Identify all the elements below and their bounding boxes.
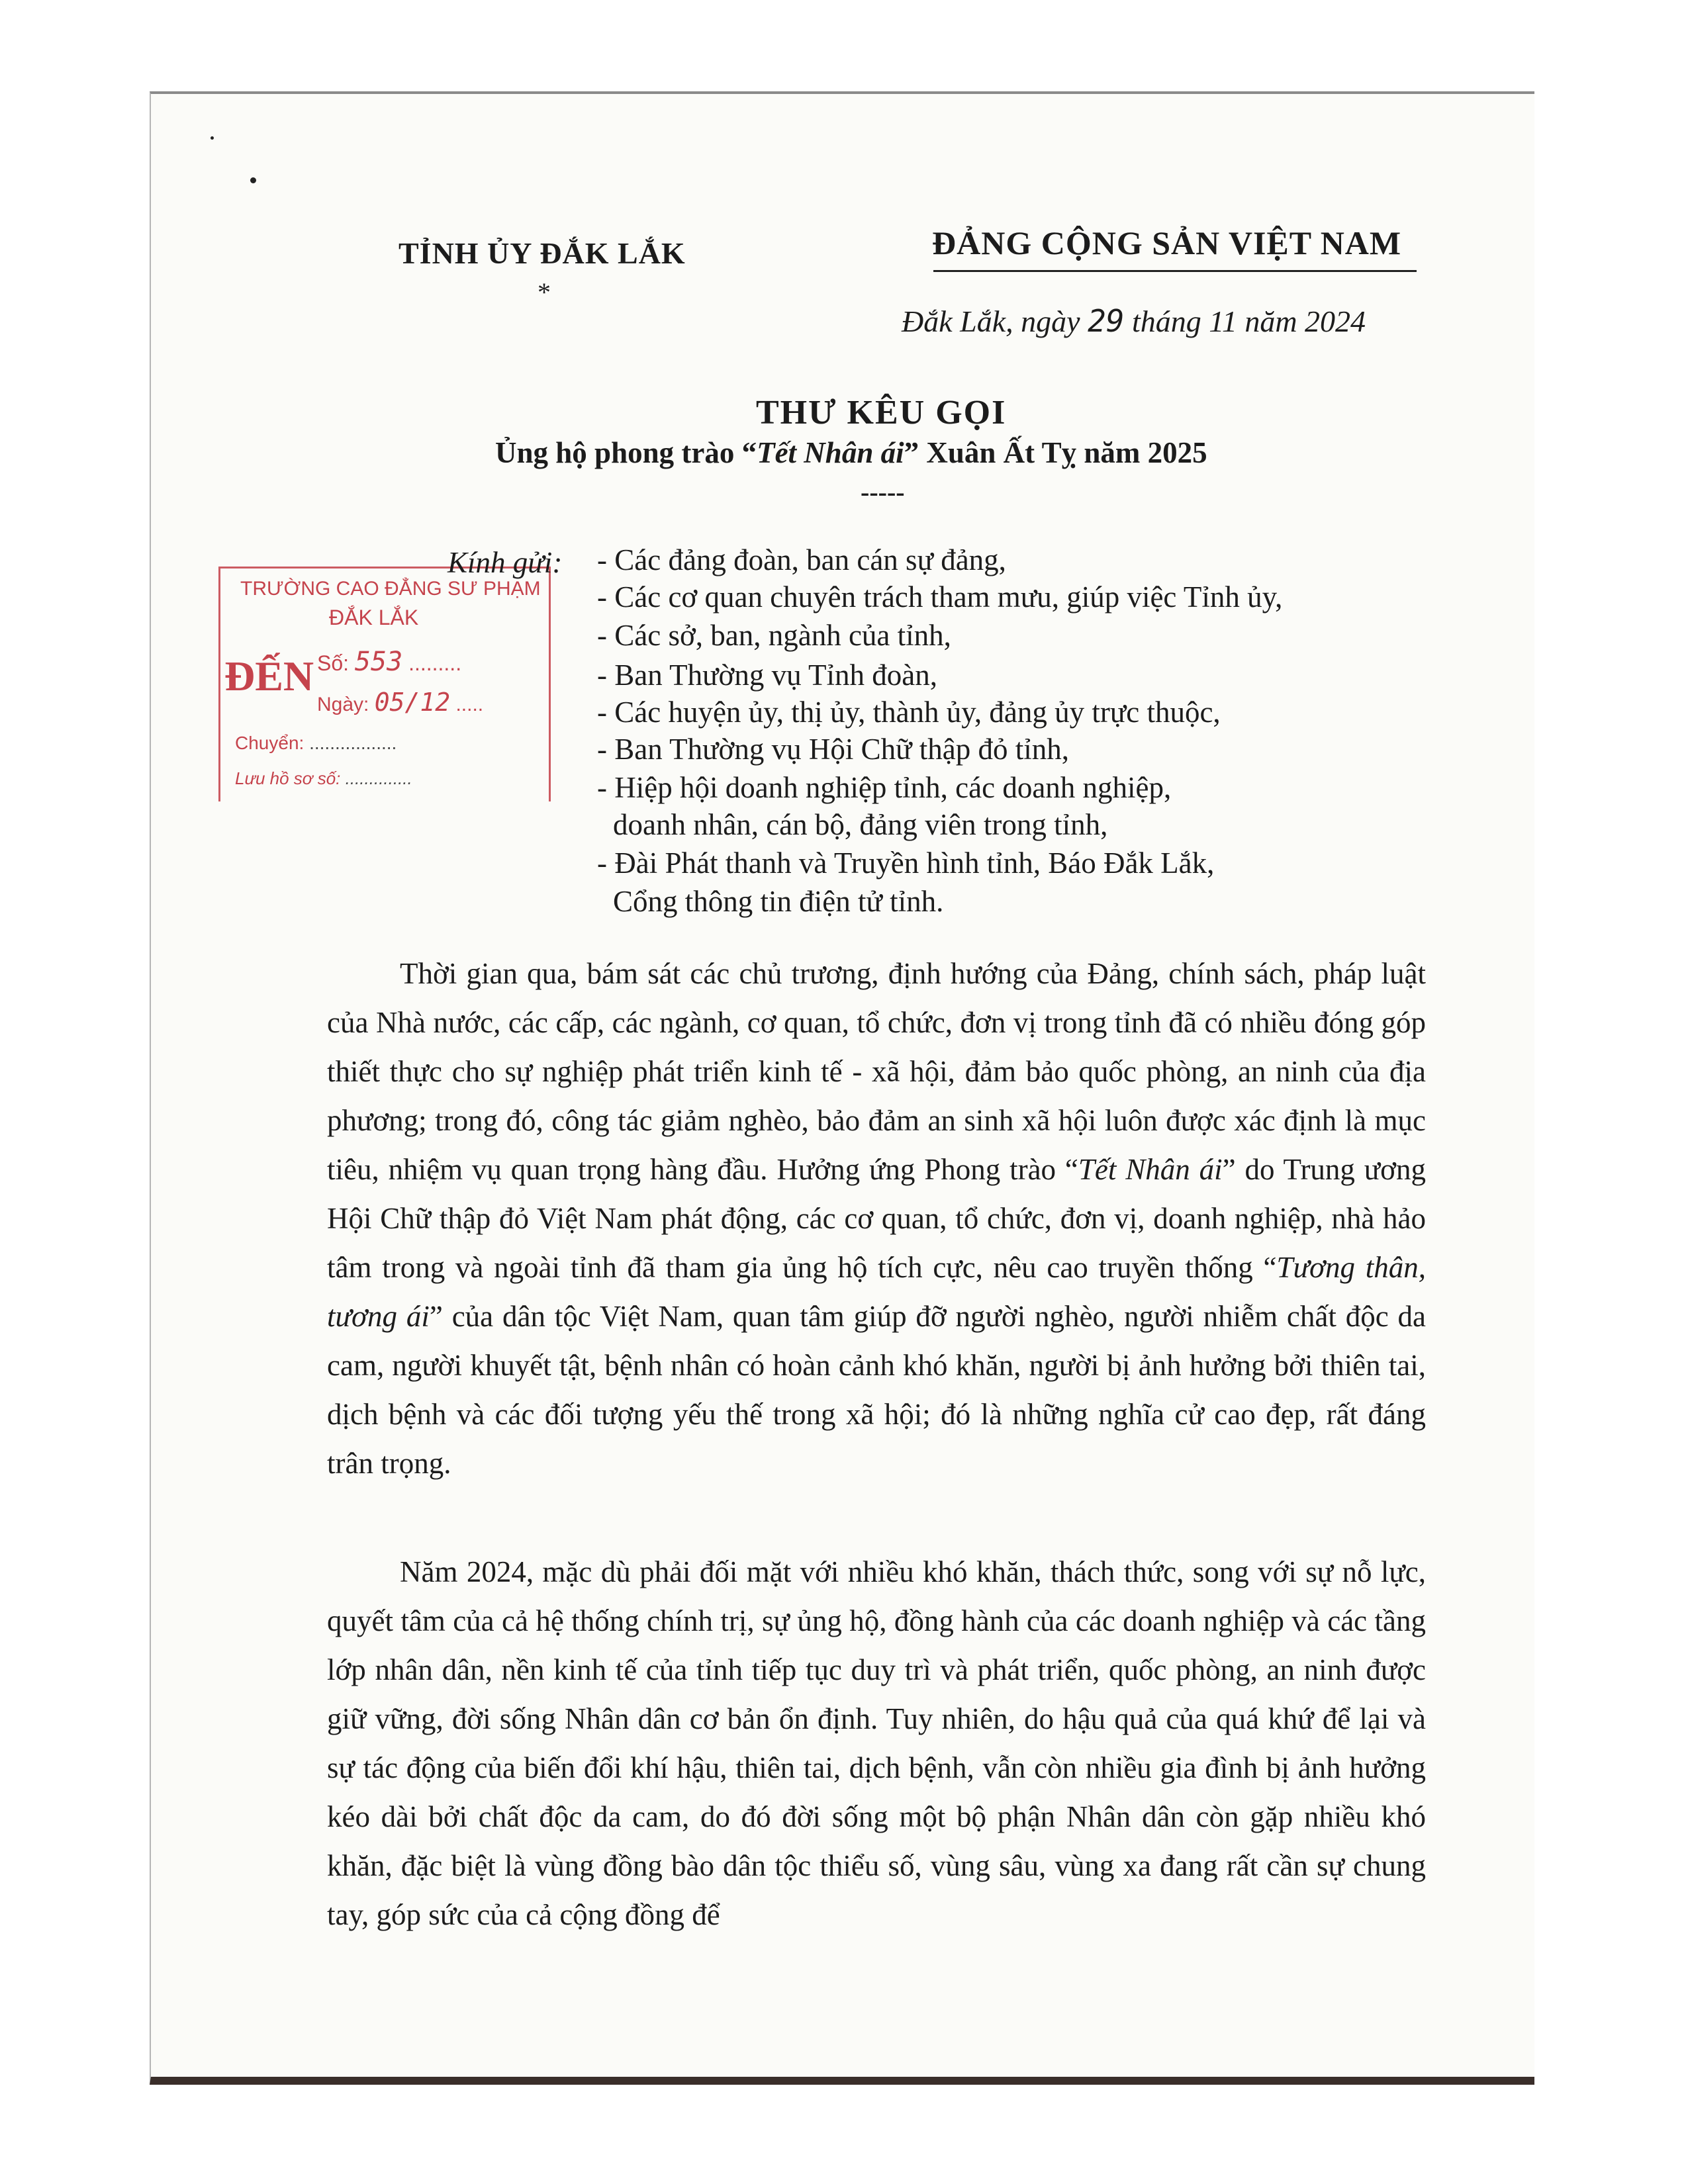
document-title: THƯ KÊU GỌI — [756, 394, 1007, 432]
speck-mark — [211, 136, 214, 140]
body-paragraph-2: Năm 2024, mặc dù phải đối mặt với nhiều khó khăn, thách thức, song với sự nỗ lực, quyết tâm của cả hệ thống chính trị, sự ủng hộ, đồng hành của các doanh nghiệp và các tầng lớp nhân dân, nền kinh tế của tỉnh tiếp tục duy trì và phát triển, quốc phòng, an ninh được giữ vững, đời sống Nhân dân cơ bản ổn định. Tuy nhiên, do hậu quả của quá khứ để lại và sự tác động của biến đổi khí hậu, thiên tai, dịch bệnh, vẫn còn nhiều gia đình bị ảnh hưởng kéo dài bởi chất độc da cam, do đó đời sống một bộ phận Nhân dân còn gặp nhiều khó khăn, đặc biệt là vùng đồng bào dân tộc thiểu số, vùng sâu, vùng xa đang rất cần sự chung tay, góp sức của cả cộng đồng để — [327, 1555, 1426, 1931]
recipient-item: - Đài Phát thanh và Truyền hình tỉnh, Báo Đắk Lắk, — [597, 846, 1215, 880]
stamp-so-value: 553 — [354, 647, 403, 677]
recipient-item: - Các huyện ủy, thị ủy, thành ủy, đảng ủy trực thuộc, — [597, 696, 1221, 729]
stamp-so — [317, 647, 461, 677]
p1-part-b: ” do Trung ương Hội Chữ thập đỏ Việt Nam phát động, các cơ quan, tổ chức, đơn vị, doanh nghiệp, nhà hảo tâm trong và ngoài tỉnh đã tham gia ủng hộ tích cực, nêu cao truyền thống “ — [327, 1153, 1426, 1284]
document-date — [902, 303, 1366, 339]
subtitle-after: ” Xuân Ất Tỵ năm 2025 — [904, 436, 1207, 469]
speck-mark — [250, 177, 256, 183]
stamp-chuyen-dots: ................. — [309, 733, 397, 753]
stamp-so-label: Số: — [317, 651, 350, 675]
stamp-chuyen-label: Chuyển: — [235, 733, 305, 753]
received-stamp — [218, 567, 551, 801]
p1-italic-1: Tết Nhân ái — [1078, 1153, 1223, 1186]
recipient-item: - Các sở, ban, ngành của tỉnh, — [597, 619, 951, 652]
stamp-luu-dots: .............. — [345, 768, 412, 788]
recipient-item: - Các đảng đoàn, ban cán sự đảng, — [597, 543, 1006, 576]
recipient-item: - Hiệp hội doanh nghiệp tỉnh, các doanh nghiệp, — [597, 771, 1172, 804]
recipient-item: Cổng thông tin điện tử tỉnh. — [613, 885, 944, 918]
stamp-big-text: ĐẾN — [224, 653, 314, 700]
org-left-mark: * — [538, 277, 551, 307]
date-day: 29 — [1088, 303, 1125, 339]
stamp-luu-label: Lưu hồ sơ số: — [235, 768, 341, 788]
stamp-line2: ĐẮK LẮK — [329, 606, 419, 629]
date-suffix: tháng 11 năm 2024 — [1131, 304, 1366, 338]
document-subtitle — [495, 435, 1207, 470]
p1-part-a: Thời gian qua, bám sát các chủ trương, định hướng của Đảng, chính sách, pháp luật của Nhà nước, các cấp, các ngành, cơ quan, tổ chức, đơn vị trong tỉnh đã có nhiều đóng góp thiết thực cho sự nghiệp phát triển kinh tế - xã hội, đảm bảo quốc phòng, an ninh của địa phương; trong đó, công tác giảm nghèo, bảo đảm an sinh xã hội luôn được xác định là mục tiêu, nhiệm vụ quan trọng hàng đầu. Hưởng ứng Phong trào “ — [327, 957, 1426, 1186]
p1-italic-2: Tương thân, tương ái — [327, 1251, 1426, 1333]
org-right-underline — [933, 270, 1417, 272]
date-prefix: Đắk Lắk, ngày — [902, 304, 1080, 338]
p1-part-c: ” của dân tộc Việt Nam, quan tâm giúp đỡ người nghèo, người nhiễm chất độc da cam, người khuyết tật, bệnh nhân có hoàn cảnh khó khăn, người bị ảnh hưởng bởi thiên tai, dịch bệnh và các đối tượng yếu thế trong xã hội; đó là những nghĩa cử cao đẹp, rất đáng trân trọng. — [327, 1300, 1426, 1480]
org-left: TỈNH ỦY ĐẮK LẮK — [399, 236, 686, 270]
stamp-luu — [235, 768, 412, 789]
recipient-item: - Ban Thường vụ Tỉnh đoàn, — [597, 659, 937, 692]
recipient-item: - Các cơ quan chuyên trách tham mưu, giúp việc Tỉnh ủy, — [597, 580, 1283, 614]
body-paragraph-1 — [327, 949, 1426, 1488]
recipient-item: - Ban Thường vụ Hội Chữ thập đỏ tỉnh, — [597, 733, 1069, 766]
stamp-ngay-dots: ..... — [455, 694, 484, 715]
stamp-ngay-label: Ngày: — [317, 694, 369, 715]
stamp-so-dots: ......... — [408, 651, 462, 675]
recipients-label: Kính gửi: — [447, 546, 563, 579]
recipient-item: doanh nhân, cán bộ, đảng viên trong tỉnh, — [613, 808, 1108, 841]
stamp-line1: TRƯỜNG CAO ĐẲNG SƯ PHẠM — [240, 578, 541, 600]
subtitle-italic: Tết Nhân ái — [757, 436, 904, 469]
title-divider: ----- — [861, 477, 905, 507]
subtitle-before: Ủng hộ phong trào “ — [495, 436, 757, 469]
stamp-ngay — [317, 688, 483, 717]
stamp-ngay-value: 05/12 — [374, 688, 451, 717]
stamp-chuyen — [235, 733, 397, 754]
org-right: ĐẢNG CỘNG SẢN VIỆT NAM — [932, 224, 1402, 261]
